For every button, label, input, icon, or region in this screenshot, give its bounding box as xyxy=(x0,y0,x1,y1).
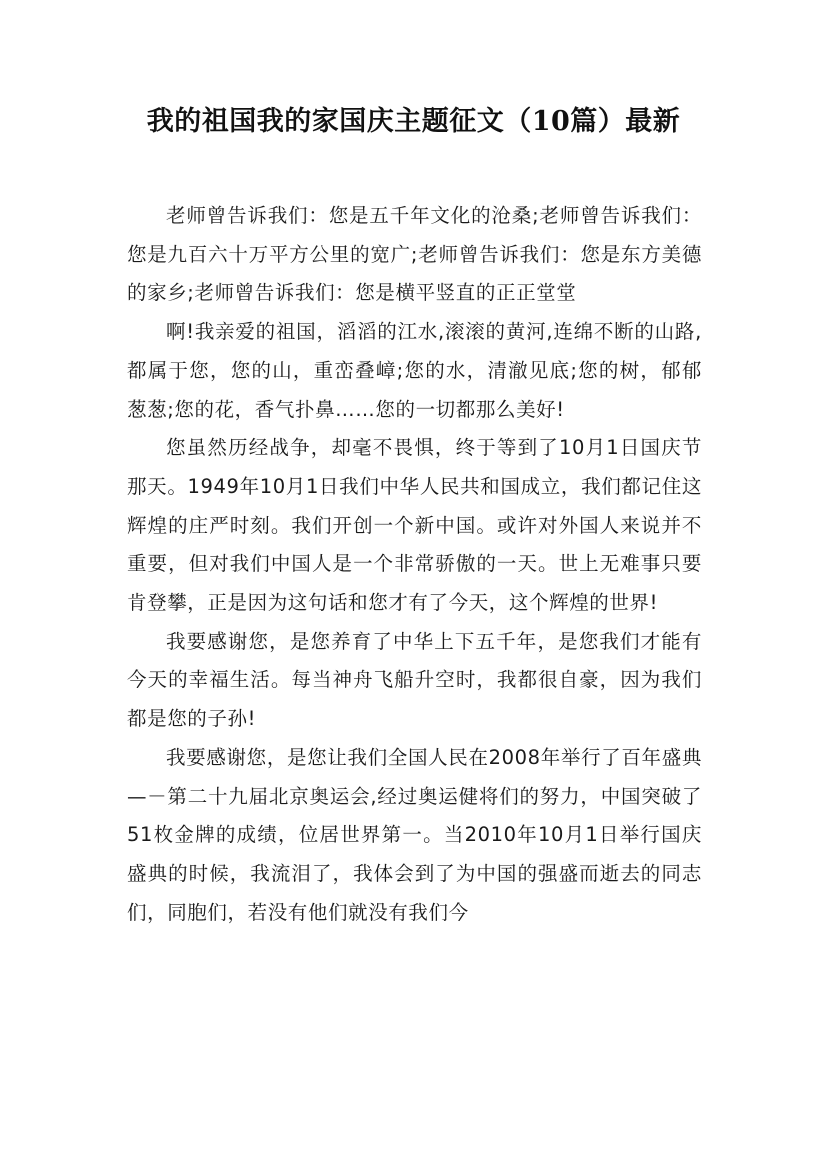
paragraph-4: 我要感谢您，是您养育了中华上下五千年，是您我们才能有今天的幸福生活。每当神舟飞船升空时，我都很自豪，因为我们都是您的子孙! xyxy=(127,629,702,731)
document-body xyxy=(127,197,702,932)
paragraph-2: 啊!我亲爱的祖国，滔滔的江水,滚滚的黄河,连绵不断的山路,都属于您，您的山，重峦叠嶂;您的水，清澈见底;您的树，郁郁葱葱;您的花，香气扑鼻……您的一切都那么美好! xyxy=(127,320,702,421)
paragraph-1: 老师曾告诉我们：您是五千年文化的沧桑;老师曾告诉我们：您是九百六十万平方公里的宽广;老师曾告诉我们：您是东方美德的家乡;老师曾告诉我们：您是横平竖直的正正堂堂 xyxy=(127,204,702,305)
paragraph-3: 您虽然历经战争，却毫不畏惧，终于等到了10月1日国庆节那天。1949年10月1日我们中华人民共和国成立，我们都记住这辉煌的庄严时刻。我们开创一个新中国。或许对外国人来说并不重要，但对我们中国人是一个非常骄傲的一天。世上无难事只要肯登攀，正是因为这句话和您才有了今天，这个辉煌的世界! xyxy=(127,436,702,615)
document-title: 我的祖国我的家国庆主题征文（10篇）最新 xyxy=(146,106,681,137)
paragraph-5: 我要感谢您，是您让我们全国人民在2008年举行了百年盛典—－第二十九届北京奥运会,经过奥运健将们的努力，中国突破了51枚金牌的成绩，位居世界第一。当2010年10月1日举行国庆盛典的时候，我流泪了，我体会到了为中国的强盛而逝去的同志们，同胞们，若没有他们就没有我们今 xyxy=(127,745,702,924)
